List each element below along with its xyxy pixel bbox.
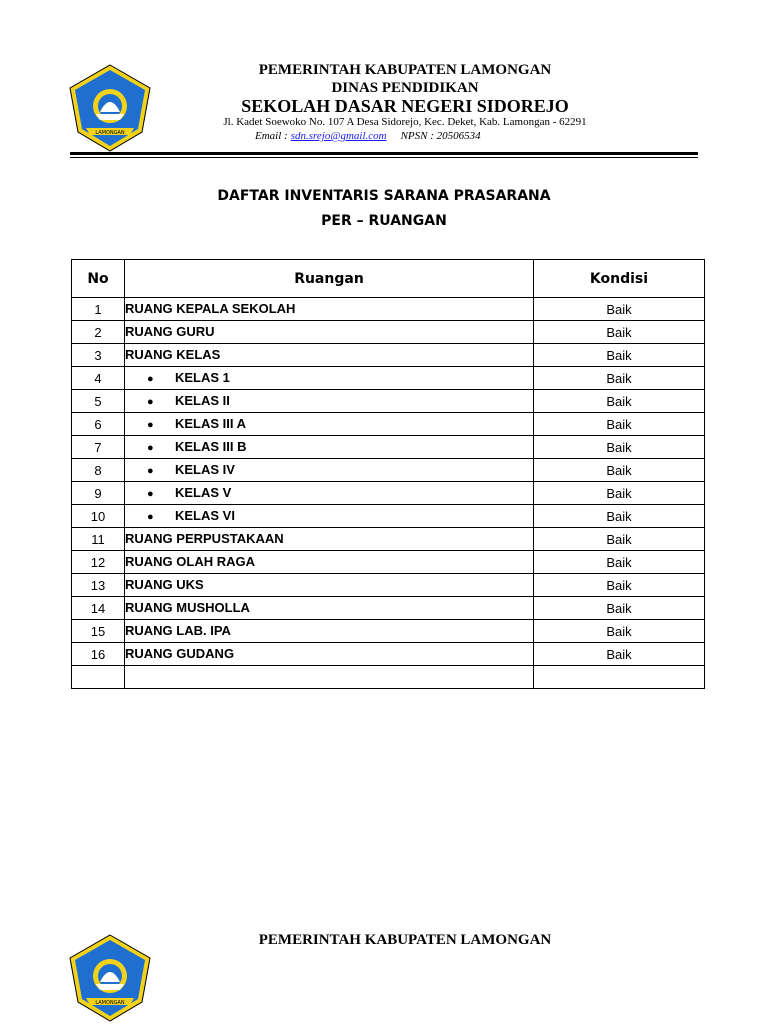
- row-no: 16: [72, 643, 125, 666]
- bullet-icon: ●: [147, 372, 154, 385]
- document-subtitle: PER – RUANGAN: [321, 213, 447, 229]
- table-row: [72, 482, 705, 505]
- letterhead-address: Jl. Kadet Soewoko No. 107 A Desa Sidorejo, Kec. Deket, Kab. Lamongan - 62291: [223, 116, 587, 128]
- row-condition: Baik: [534, 344, 705, 367]
- svg-text:LAMONGAN: LAMONGAN: [95, 1000, 125, 1006]
- row-condition: Baik: [534, 620, 705, 643]
- row-room: RUANG KEPALA SEKOLAH: [125, 298, 534, 321]
- row-no: 1: [72, 298, 125, 321]
- letterhead-government: PEMERINTAH KABUPATEN LAMONGAN: [258, 62, 552, 78]
- row-room: RUANG GURU: [125, 321, 534, 344]
- table-row: [72, 505, 705, 528]
- table-row: [72, 367, 705, 390]
- lamongan-crest-icon: [66, 932, 154, 1024]
- row-condition: Baik: [534, 436, 705, 459]
- header-no: No: [72, 260, 125, 298]
- table-row: [72, 528, 705, 551]
- row-no: 10: [72, 505, 125, 528]
- row-no: 2: [72, 321, 125, 344]
- bullet-icon: ●: [147, 510, 154, 523]
- table-row: [72, 436, 705, 459]
- row-no: 13: [72, 574, 125, 597]
- letterhead-divider-thick: [70, 152, 698, 155]
- header-condition: Kondisi: [534, 260, 705, 298]
- row-room: [125, 666, 534, 689]
- row-room: [125, 390, 534, 413]
- row-room-label: KELAS VI: [175, 507, 235, 523]
- bullet-icon: ●: [147, 464, 154, 477]
- table-row: [72, 298, 705, 321]
- table-row: [72, 620, 705, 643]
- row-condition: Baik: [534, 298, 705, 321]
- bullet-icon: ●: [147, 395, 154, 408]
- row-room: [125, 367, 534, 390]
- row-room-label: KELAS II: [175, 392, 230, 408]
- bullet-icon: ●: [147, 418, 154, 431]
- table-row: [72, 413, 705, 436]
- row-no: 14: [72, 597, 125, 620]
- table-row: [72, 643, 705, 666]
- table-row: [72, 344, 705, 367]
- regency-logo: [66, 62, 154, 154]
- letterhead-department: DINAS PENDIDIKAN: [331, 80, 479, 96]
- bullet-icon: ●: [147, 441, 154, 454]
- row-no: 6: [72, 413, 125, 436]
- row-room: RUANG OLAH RAGA: [125, 551, 534, 574]
- row-condition: Baik: [534, 321, 705, 344]
- table-header-row: [72, 260, 705, 298]
- row-condition: Baik: [534, 574, 705, 597]
- table-row: [72, 459, 705, 482]
- row-condition: Baik: [534, 413, 705, 436]
- row-room: [125, 482, 534, 505]
- row-room: RUANG GUDANG: [125, 643, 534, 666]
- row-no: [72, 666, 125, 689]
- row-no: 12: [72, 551, 125, 574]
- row-condition: Baik: [534, 643, 705, 666]
- row-condition: Baik: [534, 505, 705, 528]
- letterhead-school-name: SEKOLAH DASAR NEGERI SIDOREJO: [241, 96, 569, 116]
- table-row: [72, 390, 705, 413]
- table-row: [72, 551, 705, 574]
- email-label: Email :: [255, 130, 288, 142]
- row-condition: Baik: [534, 367, 705, 390]
- table-row: [72, 574, 705, 597]
- letterhead-contact: [255, 130, 481, 142]
- row-no: 8: [72, 459, 125, 482]
- document-title: DAFTAR INVENTARIS SARANA PRASARANA: [217, 188, 551, 204]
- email-link[interactable]: sdn.srejo@gmail.com: [290, 130, 387, 142]
- inventory-table: [71, 259, 705, 689]
- row-no: 7: [72, 436, 125, 459]
- npsn-text: NPSN : 20506534: [400, 130, 481, 142]
- header-room: Ruangan: [125, 260, 534, 298]
- row-room: [125, 505, 534, 528]
- row-room-label: KELAS V: [175, 484, 232, 500]
- row-no: 3: [72, 344, 125, 367]
- row-condition: Baik: [534, 459, 705, 482]
- row-no: 5: [72, 390, 125, 413]
- row-room: [125, 459, 534, 482]
- table-row: [72, 666, 705, 689]
- row-condition: Baik: [534, 528, 705, 551]
- row-room-label: KELAS III A: [175, 415, 247, 431]
- row-condition: [534, 666, 705, 689]
- row-no: 15: [72, 620, 125, 643]
- bullet-icon: ●: [147, 487, 154, 500]
- row-room: RUANG UKS: [125, 574, 534, 597]
- row-no: 11: [72, 528, 125, 551]
- row-no: 4: [72, 367, 125, 390]
- row-condition: Baik: [534, 551, 705, 574]
- row-room: [125, 413, 534, 436]
- row-condition: Baik: [534, 390, 705, 413]
- row-condition: Baik: [534, 597, 705, 620]
- lamongan-crest-icon: [66, 62, 154, 154]
- row-condition: Baik: [534, 482, 705, 505]
- row-room-label: KELAS 1: [175, 369, 230, 385]
- row-room: RUANG MUSHOLLA: [125, 597, 534, 620]
- row-room-label: KELAS III B: [175, 438, 247, 454]
- table-row: [72, 597, 705, 620]
- table-row: [72, 321, 705, 344]
- row-room-label: KELAS IV: [175, 461, 235, 477]
- row-room: RUANG LAB. IPA: [125, 620, 534, 643]
- row-room: RUANG PERPUSTAKAAN: [125, 528, 534, 551]
- footer-government: PEMERINTAH KABUPATEN LAMONGAN: [258, 932, 552, 948]
- footer-regency-logo: [66, 932, 154, 1024]
- svg-text:LAMONGAN: LAMONGAN: [95, 130, 125, 136]
- row-room: [125, 436, 534, 459]
- letterhead-divider-thin: [70, 157, 698, 158]
- row-room: RUANG KELAS: [125, 344, 534, 367]
- row-no: 9: [72, 482, 125, 505]
